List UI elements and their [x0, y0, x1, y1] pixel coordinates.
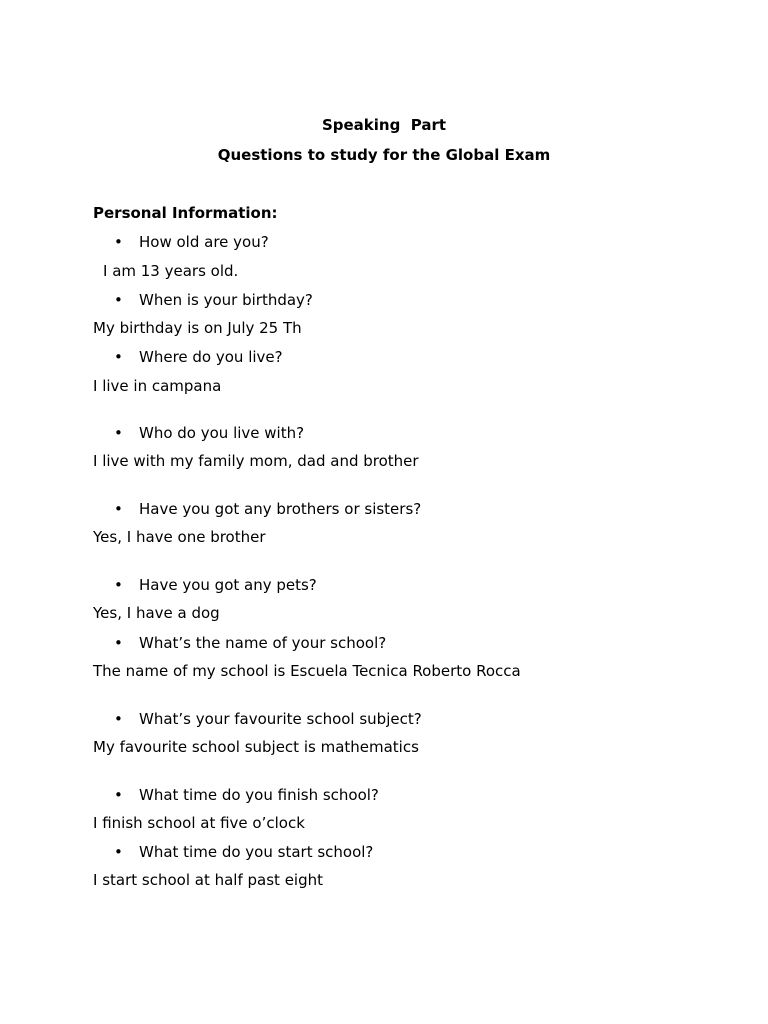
answer-2: My birthday is on July 25 Th — [93, 319, 302, 337]
bullet-icon: • — [114, 348, 123, 366]
question-9: What time do you finish school? — [139, 786, 379, 804]
question-6: Have you got any pets? — [139, 576, 317, 594]
bullet-icon: • — [114, 843, 123, 861]
bullet-icon: • — [114, 233, 123, 251]
question-1: How old are you? — [139, 233, 269, 251]
answer-7: The name of my school is Escuela Tecnica Roberto Rocca — [93, 662, 521, 680]
question-4: Who do you live with? — [139, 424, 305, 442]
bullet-icon: • — [114, 786, 123, 804]
answer-9: I finish school at five o’clock — [93, 814, 305, 832]
answer-3: I live in campana — [93, 377, 222, 395]
answer-1: I am 13 years old. — [103, 262, 239, 280]
bullet-icon: • — [114, 710, 123, 728]
bullet-icon: • — [114, 634, 123, 652]
answer-6: Yes, I have a dog — [93, 604, 220, 622]
question-8: What’s your favourite school subject? — [139, 710, 422, 728]
answer-4: I live with my family mom, dad and brother — [93, 452, 419, 470]
question-2: When is your birthday? — [139, 291, 313, 309]
question-3: Where do you live? — [139, 348, 283, 366]
question-5: Have you got any brothers or sisters? — [139, 500, 422, 518]
bullet-icon: • — [114, 576, 123, 594]
page-subtitle: Questions to study for the Global Exam — [217, 146, 551, 164]
answer-10: I start school at half past eight — [93, 871, 323, 889]
bullet-icon: • — [114, 500, 123, 518]
answer-5: Yes, I have one brother — [93, 528, 266, 546]
question-7: What’s the name of your school? — [139, 634, 387, 652]
answer-8: My favourite school subject is mathematics — [93, 738, 419, 756]
bullet-icon: • — [114, 291, 123, 309]
question-10: What time do you start school? — [139, 843, 374, 861]
page-title: Speaking Part — [321, 116, 447, 134]
section-heading: Personal Information: — [93, 204, 278, 222]
bullet-icon: • — [114, 424, 123, 442]
